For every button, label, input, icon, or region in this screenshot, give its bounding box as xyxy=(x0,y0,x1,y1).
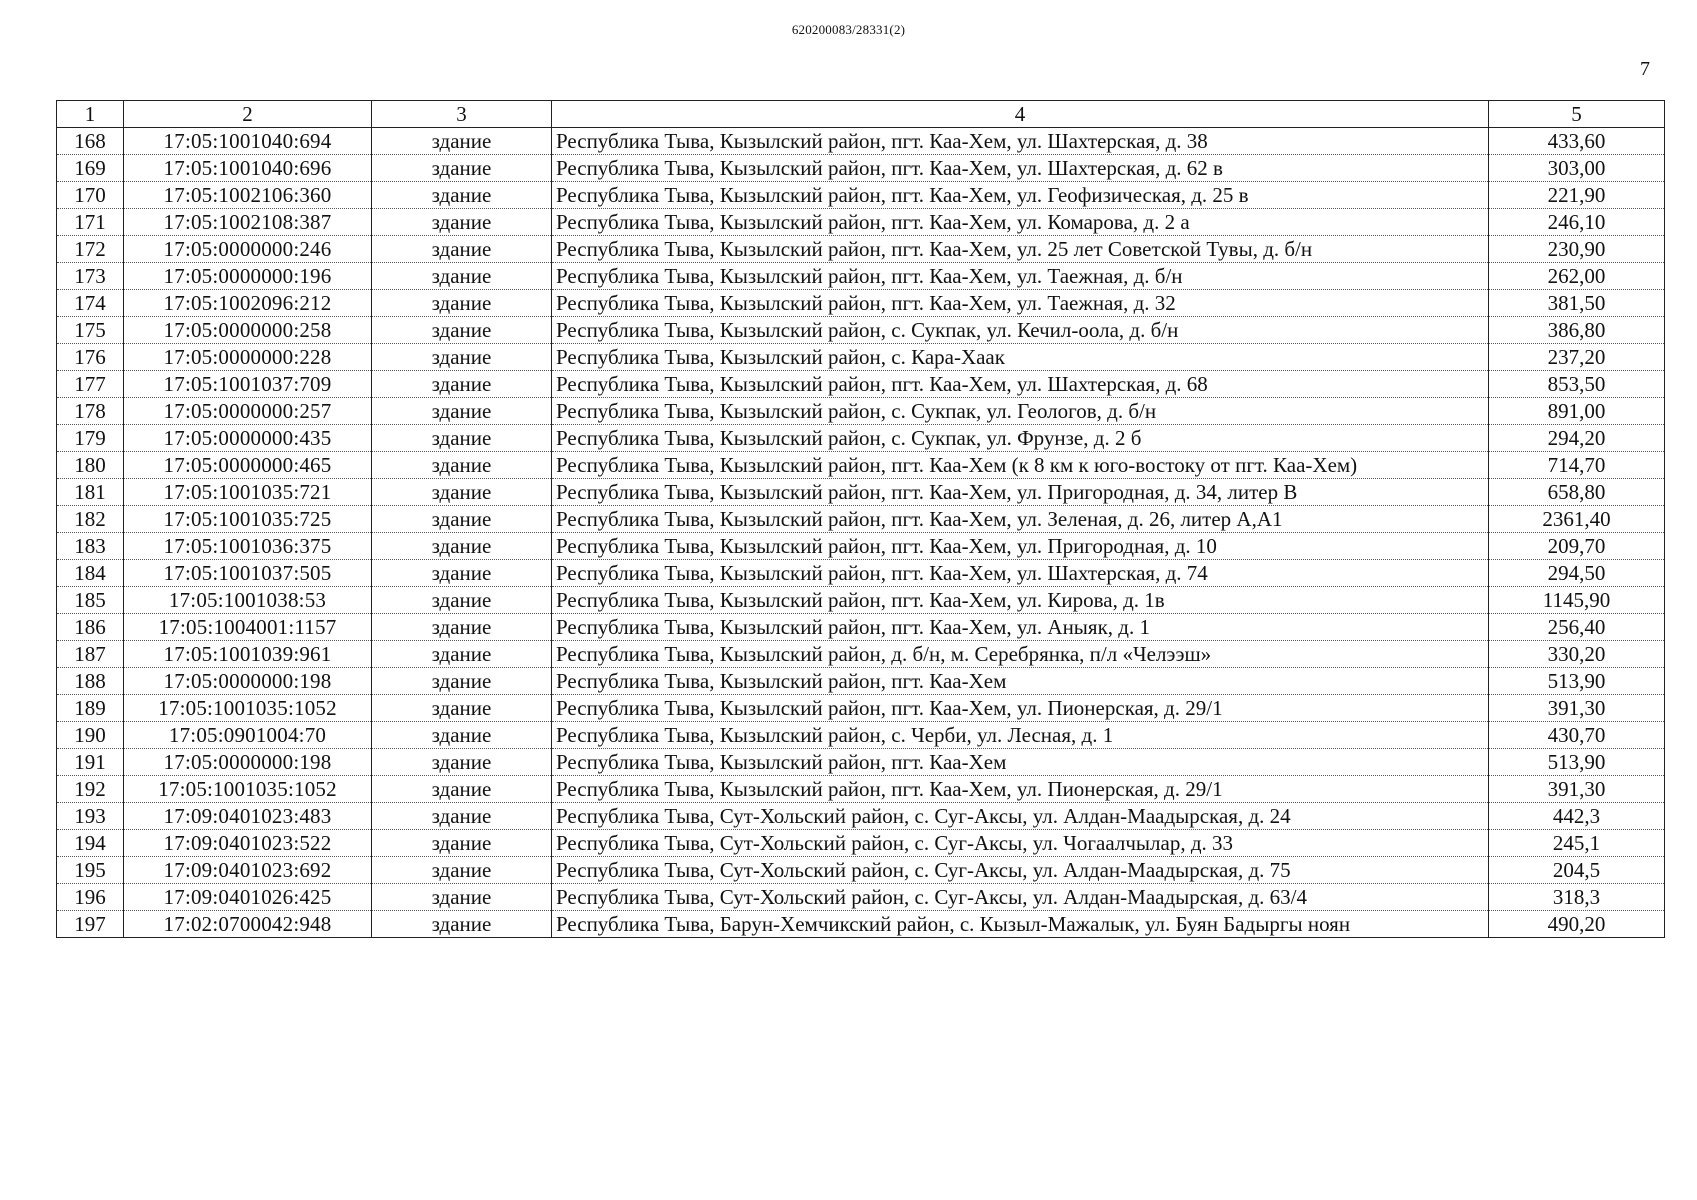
object-type-cell: здание xyxy=(372,857,552,884)
table-row xyxy=(57,830,1665,857)
cadastral-number-cell: 17:05:1001039:961 xyxy=(124,641,372,668)
row-number-cell: 191 xyxy=(57,749,124,776)
page-number: 7 xyxy=(1640,58,1650,80)
cadastral-number-cell: 17:05:1001037:505 xyxy=(124,560,372,587)
row-number-cell: 197 xyxy=(57,911,124,938)
address-cell: Республика Тыва, Сут-Хольский район, с. Суг-Аксы, ул. Алдан-Маадырская, д. 75 xyxy=(552,857,1489,884)
header-row xyxy=(57,101,1665,128)
row-number-cell: 168 xyxy=(57,128,124,155)
table-row xyxy=(57,425,1665,452)
cadastral-number-cell: 17:05:1002096:212 xyxy=(124,290,372,317)
object-type-cell: здание xyxy=(372,425,552,452)
address-cell: Республика Тыва, Кызылский район, пгт. Каа-Хем, ул. Комарова, д. 2 а xyxy=(552,209,1489,236)
row-number-cell: 178 xyxy=(57,398,124,425)
object-type-cell: здание xyxy=(372,371,552,398)
cadastral-number-cell: 17:05:1001035:1052 xyxy=(124,776,372,803)
object-type-cell: здание xyxy=(372,182,552,209)
cadastral-number-cell: 17:05:1004001:1157 xyxy=(124,614,372,641)
cadastral-number-cell: 17:09:0401023:483 xyxy=(124,803,372,830)
address-cell: Республика Тыва, Кызылский район, с. Черби, ул. Лесная, д. 1 xyxy=(552,722,1489,749)
area-value-cell: 381,50 xyxy=(1489,290,1665,317)
row-number-cell: 186 xyxy=(57,614,124,641)
row-number-cell: 180 xyxy=(57,452,124,479)
area-value-cell: 391,30 xyxy=(1489,776,1665,803)
row-number-cell: 194 xyxy=(57,830,124,857)
table-row xyxy=(57,695,1665,722)
object-type-cell: здание xyxy=(372,776,552,803)
row-number-cell: 175 xyxy=(57,317,124,344)
address-cell: Республика Тыва, Кызылский район, пгт. Каа-Хем (к 8 км к юго-востоку от пгт. Каа-Хем) xyxy=(552,452,1489,479)
object-type-cell: здание xyxy=(372,290,552,317)
table-row xyxy=(57,155,1665,182)
cadastral-number-cell: 17:05:1002106:360 xyxy=(124,182,372,209)
address-cell: Республика Тыва, Кызылский район, пгт. Каа-Хем, ул. Пригородная, д. 10 xyxy=(552,533,1489,560)
table-row xyxy=(57,857,1665,884)
object-type-cell: здание xyxy=(372,641,552,668)
cadastral-number-cell: 17:05:1001036:375 xyxy=(124,533,372,560)
area-value-cell: 658,80 xyxy=(1489,479,1665,506)
area-value-cell: 490,20 xyxy=(1489,911,1665,938)
address-cell: Республика Тыва, Кызылский район, пгт. Каа-Хем, ул. Пионерская, д. 29/1 xyxy=(552,776,1489,803)
table-row xyxy=(57,749,1665,776)
cadastral-number-cell: 17:05:1001038:53 xyxy=(124,587,372,614)
area-value-cell: 1145,90 xyxy=(1489,587,1665,614)
cadastral-number-cell: 17:09:0401026:425 xyxy=(124,884,372,911)
cadastral-number-cell: 17:05:0000000:435 xyxy=(124,425,372,452)
object-type-cell: здание xyxy=(372,344,552,371)
cadastral-number-cell: 17:05:0000000:228 xyxy=(124,344,372,371)
table-row xyxy=(57,371,1665,398)
row-number-cell: 170 xyxy=(57,182,124,209)
object-type-cell: здание xyxy=(372,398,552,425)
area-value-cell: 318,3 xyxy=(1489,884,1665,911)
area-value-cell: 891,00 xyxy=(1489,398,1665,425)
table-row xyxy=(57,398,1665,425)
row-number-cell: 177 xyxy=(57,371,124,398)
cadastral-number-cell: 17:05:0901004:70 xyxy=(124,722,372,749)
area-value-cell: 714,70 xyxy=(1489,452,1665,479)
table-row xyxy=(57,722,1665,749)
table-row xyxy=(57,182,1665,209)
address-cell: Республика Тыва, Кызылский район, пгт. Каа-Хем, ул. 25 лет Советской Тувы, д. б/н xyxy=(552,236,1489,263)
row-number-cell: 182 xyxy=(57,506,124,533)
table-row xyxy=(57,209,1665,236)
object-type-cell: здание xyxy=(372,236,552,263)
object-type-cell: здание xyxy=(372,560,552,587)
address-cell: Республика Тыва, Кызылский район, пгт. Каа-Хем xyxy=(552,668,1489,695)
cadastral-number-cell: 17:05:1001035:1052 xyxy=(124,695,372,722)
area-value-cell: 230,90 xyxy=(1489,236,1665,263)
address-cell: Республика Тыва, Кызылский район, д. б/н, м. Серебрянка, п/л «Челээш» xyxy=(552,641,1489,668)
address-cell: Республика Тыва, Кызылский район, пгт. Каа-Хем xyxy=(552,749,1489,776)
object-type-cell: здание xyxy=(372,830,552,857)
area-value-cell: 221,90 xyxy=(1489,182,1665,209)
address-cell: Республика Тыва, Кызылский район, пгт. Каа-Хем, ул. Шахтерская, д. 38 xyxy=(552,128,1489,155)
area-value-cell: 294,20 xyxy=(1489,425,1665,452)
row-number-cell: 171 xyxy=(57,209,124,236)
table-row xyxy=(57,776,1665,803)
row-number-cell: 169 xyxy=(57,155,124,182)
cadastral-number-cell: 17:05:0000000:257 xyxy=(124,398,372,425)
row-number-cell: 189 xyxy=(57,695,124,722)
address-cell: Республика Тыва, Кызылский район, пгт. Каа-Хем, ул. Геофизическая, д. 25 в xyxy=(552,182,1489,209)
area-value-cell: 237,20 xyxy=(1489,344,1665,371)
area-value-cell: 245,1 xyxy=(1489,830,1665,857)
address-cell: Республика Тыва, Кызылский район, пгт. Каа-Хем, ул. Аныяк, д. 1 xyxy=(552,614,1489,641)
row-number-cell: 190 xyxy=(57,722,124,749)
object-type-cell: здание xyxy=(372,452,552,479)
table-row xyxy=(57,344,1665,371)
address-cell: Республика Тыва, Кызылский район, пгт. Каа-Хем, ул. Шахтерская, д. 62 в xyxy=(552,155,1489,182)
area-value-cell: 442,3 xyxy=(1489,803,1665,830)
cadastral-number-cell: 17:05:1001035:721 xyxy=(124,479,372,506)
object-type-cell: здание xyxy=(372,911,552,938)
area-value-cell: 513,90 xyxy=(1489,668,1665,695)
cadastral-number-cell: 17:09:0401023:522 xyxy=(124,830,372,857)
column-header-2: 2 xyxy=(124,101,372,128)
table-row xyxy=(57,263,1665,290)
address-cell: Республика Тыва, Сут-Хольский район, с. Суг-Аксы, ул. Чогаалчылар, д. 33 xyxy=(552,830,1489,857)
registry-table xyxy=(56,100,1665,938)
row-number-cell: 181 xyxy=(57,479,124,506)
area-value-cell: 262,00 xyxy=(1489,263,1665,290)
object-type-cell: здание xyxy=(372,749,552,776)
cadastral-number-cell: 17:05:1002108:387 xyxy=(124,209,372,236)
address-cell: Республика Тыва, Кызылский район, с. Сукпак, ул. Фрунзе, д. 2 б xyxy=(552,425,1489,452)
cadastral-number-cell: 17:05:0000000:198 xyxy=(124,668,372,695)
area-value-cell: 246,10 xyxy=(1489,209,1665,236)
row-number-cell: 184 xyxy=(57,560,124,587)
area-value-cell: 513,90 xyxy=(1489,749,1665,776)
address-cell: Республика Тыва, Кызылский район, пгт. Каа-Хем, ул. Таежная, д. б/н xyxy=(552,263,1489,290)
cadastral-number-cell: 17:05:1001040:696 xyxy=(124,155,372,182)
area-value-cell: 853,50 xyxy=(1489,371,1665,398)
address-cell: Республика Тыва, Сут-Хольский район, с. Суг-Аксы, ул. Алдан-Маадырская, д. 63/4 xyxy=(552,884,1489,911)
table-header xyxy=(57,101,1665,128)
table-row xyxy=(57,128,1665,155)
table-row xyxy=(57,290,1665,317)
area-value-cell: 209,70 xyxy=(1489,533,1665,560)
object-type-cell: здание xyxy=(372,155,552,182)
table-row xyxy=(57,479,1665,506)
area-value-cell: 391,30 xyxy=(1489,695,1665,722)
area-value-cell: 430,70 xyxy=(1489,722,1665,749)
address-cell: Республика Тыва, Кызылский район, пгт. Каа-Хем, ул. Зеленая, д. 26, литер А,А1 xyxy=(552,506,1489,533)
table-row xyxy=(57,506,1665,533)
address-cell: Республика Тыва, Кызылский район, пгт. Каа-Хем, ул. Пригородная, д. 34, литер В xyxy=(552,479,1489,506)
table-row xyxy=(57,668,1665,695)
object-type-cell: здание xyxy=(372,263,552,290)
cadastral-number-cell: 17:05:1001040:694 xyxy=(124,128,372,155)
cadastral-number-cell: 17:05:0000000:246 xyxy=(124,236,372,263)
column-header-4: 4 xyxy=(552,101,1489,128)
address-cell: Республика Тыва, Кызылский район, пгт. Каа-Хем, ул. Шахтерская, д. 68 xyxy=(552,371,1489,398)
cadastral-number-cell: 17:05:0000000:258 xyxy=(124,317,372,344)
object-type-cell: здание xyxy=(372,128,552,155)
object-type-cell: здание xyxy=(372,587,552,614)
row-number-cell: 185 xyxy=(57,587,124,614)
table-row xyxy=(57,236,1665,263)
row-number-cell: 176 xyxy=(57,344,124,371)
row-number-cell: 179 xyxy=(57,425,124,452)
row-number-cell: 188 xyxy=(57,668,124,695)
table-row xyxy=(57,560,1665,587)
cadastral-number-cell: 17:05:0000000:465 xyxy=(124,452,372,479)
table-body xyxy=(57,128,1665,938)
cadastral-number-cell: 17:05:0000000:198 xyxy=(124,749,372,776)
cadastral-number-cell: 17:05:0000000:196 xyxy=(124,263,372,290)
table-row xyxy=(57,452,1665,479)
table-row xyxy=(57,884,1665,911)
area-value-cell: 386,80 xyxy=(1489,317,1665,344)
table-row xyxy=(57,587,1665,614)
row-number-cell: 193 xyxy=(57,803,124,830)
table-row xyxy=(57,317,1665,344)
row-number-cell: 172 xyxy=(57,236,124,263)
address-cell: Республика Тыва, Кызылский район, с. Кара-Хаак xyxy=(552,344,1489,371)
address-cell: Республика Тыва, Сут-Хольский район, с. Суг-Аксы, ул. Алдан-Маадырская, д. 24 xyxy=(552,803,1489,830)
table-row xyxy=(57,533,1665,560)
object-type-cell: здание xyxy=(372,884,552,911)
address-cell: Республика Тыва, Кызылский район, с. Сукпак, ул. Кечил-оола, д. б/н xyxy=(552,317,1489,344)
cadastral-number-cell: 17:05:1001037:709 xyxy=(124,371,372,398)
object-type-cell: здание xyxy=(372,506,552,533)
row-number-cell: 173 xyxy=(57,263,124,290)
object-type-cell: здание xyxy=(372,695,552,722)
row-number-cell: 187 xyxy=(57,641,124,668)
object-type-cell: здание xyxy=(372,533,552,560)
object-type-cell: здание xyxy=(372,479,552,506)
row-number-cell: 183 xyxy=(57,533,124,560)
column-header-3: 3 xyxy=(372,101,552,128)
row-number-cell: 195 xyxy=(57,857,124,884)
cadastral-number-cell: 17:02:0700042:948 xyxy=(124,911,372,938)
column-header-1: 1 xyxy=(57,101,124,128)
address-cell: Республика Тыва, Кызылский район, с. Сукпак, ул. Геологов, д. б/н xyxy=(552,398,1489,425)
object-type-cell: здание xyxy=(372,317,552,344)
address-cell: Республика Тыва, Кызылский район, пгт. Каа-Хем, ул. Шахтерская, д. 74 xyxy=(552,560,1489,587)
object-type-cell: здание xyxy=(372,614,552,641)
address-cell: Республика Тыва, Кызылский район, пгт. Каа-Хем, ул. Пионерская, д. 29/1 xyxy=(552,695,1489,722)
cadastral-number-cell: 17:05:1001035:725 xyxy=(124,506,372,533)
area-value-cell: 256,40 xyxy=(1489,614,1665,641)
document-id: 620200083/28331(2) xyxy=(791,22,906,37)
table-row xyxy=(57,803,1665,830)
area-value-cell: 330,20 xyxy=(1489,641,1665,668)
table-row xyxy=(57,911,1665,938)
table-row xyxy=(57,614,1665,641)
cadastral-number-cell: 17:09:0401023:692 xyxy=(124,857,372,884)
row-number-cell: 196 xyxy=(57,884,124,911)
row-number-cell: 192 xyxy=(57,776,124,803)
address-cell: Республика Тыва, Барун-Хемчикский район, с. Кызыл-Мажалык, ул. Буян Бадыргы ноян xyxy=(552,911,1489,938)
column-header-5: 5 xyxy=(1489,101,1665,128)
object-type-cell: здание xyxy=(372,803,552,830)
address-cell: Республика Тыва, Кызылский район, пгт. Каа-Хем, ул. Таежная, д. 32 xyxy=(552,290,1489,317)
row-number-cell: 174 xyxy=(57,290,124,317)
table-row xyxy=(57,641,1665,668)
address-cell: Республика Тыва, Кызылский район, пгт. Каа-Хем, ул. Кирова, д. 1в xyxy=(552,587,1489,614)
area-value-cell: 294,50 xyxy=(1489,560,1665,587)
area-value-cell: 433,60 xyxy=(1489,128,1665,155)
area-value-cell: 303,00 xyxy=(1489,155,1665,182)
area-value-cell: 2361,40 xyxy=(1489,506,1665,533)
object-type-cell: здание xyxy=(372,668,552,695)
object-type-cell: здание xyxy=(372,722,552,749)
object-type-cell: здание xyxy=(372,209,552,236)
area-value-cell: 204,5 xyxy=(1489,857,1665,884)
